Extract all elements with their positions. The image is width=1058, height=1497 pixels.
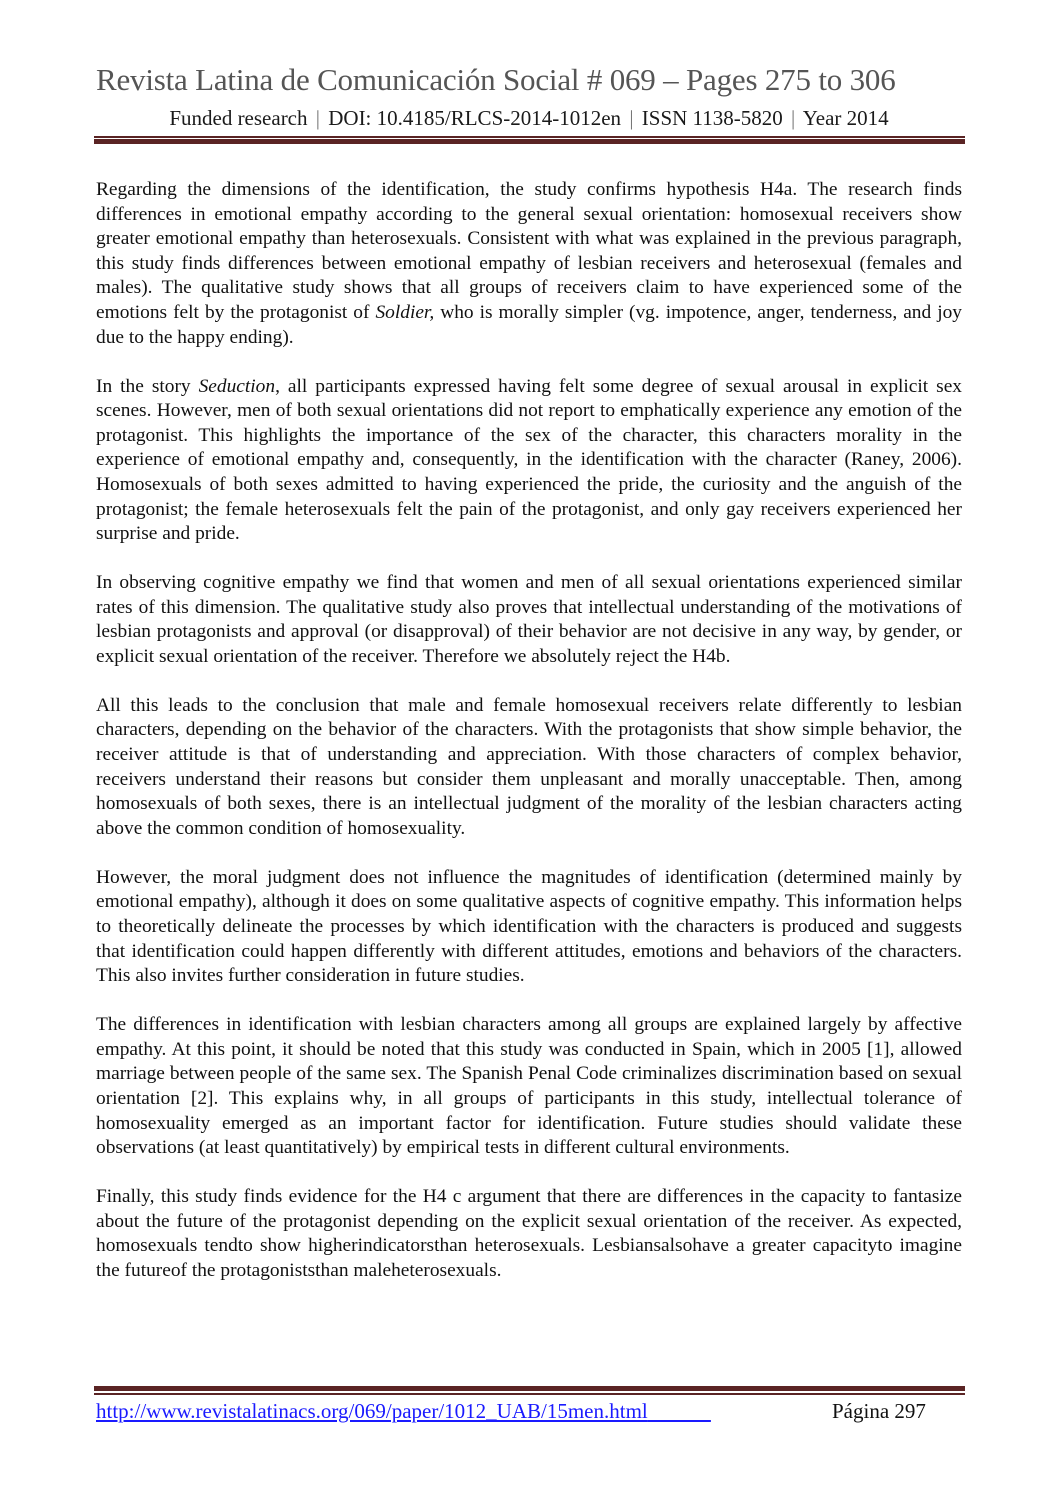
paragraph: In the story Seduction, all participants expressed having felt some degree of sexual arousal in explicit sex scenes. However, men of both sexual orientations did not report to emphatically experience any emotion of the protagonist. This highlights the importance of the sex of the character, this characters morality in the experience of emotional empathy and, consequently, in the identification with the character (Raney, 2006). Homosexuals of both sexes admitted to having experienced the pride, the curiosity and the anguish of the protagonist; the female heterosexuals felt the pain of the protagonist, and only gay receivers experienced her surprise and pride. bbox=[96, 375, 963, 545]
article-body bbox=[96, 178, 962, 1284]
header-rule-thin bbox=[94, 136, 965, 138]
journal-header-subtitle bbox=[96, 104, 962, 132]
issn-label: ISSN 1138-5820 bbox=[641, 106, 783, 130]
paragraph: All this leads to the conclusion that male and female homosexual receivers relate differently to lesbian characters, depending on the behavior of the characters. With the protagonists that show simple behavior, the receiver attitude is that of understanding and appreciation. With those characters of complex behavior, receivers understand their reasons but consider them unpleasant and morally unacceptable. Then, among homosexuals of both sexes, there is an intellectual judgment of the morality of the lesbian characters acting above the common condition of homosexuality. bbox=[96, 694, 962, 839]
italic-title: Seduction bbox=[198, 375, 276, 397]
doi-label: DOI: 10.4185/RLCS-2014-1012en bbox=[328, 106, 622, 130]
year-label: Year 2014 bbox=[802, 106, 889, 130]
header-rule-thick bbox=[94, 139, 965, 144]
paragraph: In observing cognitive empathy we find that women and men of all sexual orientations experienced similar rates of this dimension. The qualitative study also proves that intellectual understanding of the motivations of lesbian protagonists and approval (or disapproval) of their behavior are not decisive in any way, by gender, or explicit sexual orientation of the receiver. Therefore we absolutely reject the H4b. bbox=[96, 572, 962, 667]
journal-header-title: Revista Latina de Comunicación Social # 069 – Pages 275 to 306 bbox=[96, 62, 896, 97]
separator: | bbox=[315, 106, 320, 130]
funded-research-label: Funded research bbox=[169, 106, 308, 130]
separator: | bbox=[791, 106, 796, 130]
footer-rule-thick bbox=[94, 1386, 965, 1391]
paragraph: Regarding the dimensions of the identification, the study confirms hypothesis H4a. The research finds differences in emotional empathy according to the general sexual orientation: homosexual receivers show greater emotional empathy than heterosexuals. Consistent with what was explained in the previous paragraph, this study finds differences between emotional empathy of lesbian receivers and heterosexual (females and males). The qualitative study shows that all groups of receivers claim to have experienced some of the emotions felt by the protagonist of Soldier, who is morally simpler (vg. impotence, anger, tenderness, and joy due to the happy ending). bbox=[96, 179, 962, 348]
page-number: Página 297 bbox=[832, 1399, 926, 1423]
paragraph: The differences in identification with lesbian characters among all groups are explained largely by affective empathy. At this point, it should be noted that this study was conducted in Spain, which in 2005 [1], allowed marriage between people of the same sex. The Spanish Penal Code criminalizes discrimination based on sexual orientation [2]. This explains why, in all groups of participants in this study, intellectual tolerance of homosexuality emerged as an important factor for identification. Future studies should validate these observations (at least quantitatively) by empirical tests in different cultural environments. bbox=[96, 1014, 962, 1159]
article-url-link[interactable]: http://www.revistalatinacs.org/069/paper/1012_UAB/15men.html bbox=[96, 1399, 648, 1423]
separator: | bbox=[629, 106, 634, 130]
footer-rule-thin bbox=[94, 1393, 965, 1395]
paragraph: However, the moral judgment does not influence the magnitudes of identification (determined mainly by emotional empathy), although it does on some qualitative aspects of cognitive empathy. This information helps to theoretically delineate the processes by which identification with the characters is produced and suggests that identification could happen differently with different attitudes, emotions and behaviors of the characters. This also invites further consideration in future studies. bbox=[96, 866, 962, 987]
italic-title: Soldier, bbox=[375, 301, 435, 323]
paragraph: Finally, this study finds evidence for the H4 c argument that there are differences in the capacity to fantasize about the future of the protagonist depending on the explicit sexual orientation of the receiver. As expected, homosexuals tendto show higherindicatorsthan heterosexuals. Lesbiansalsohave a greater capacityto imagine the futureof the protagoniststhan maleheterosexuals. bbox=[96, 1186, 962, 1281]
